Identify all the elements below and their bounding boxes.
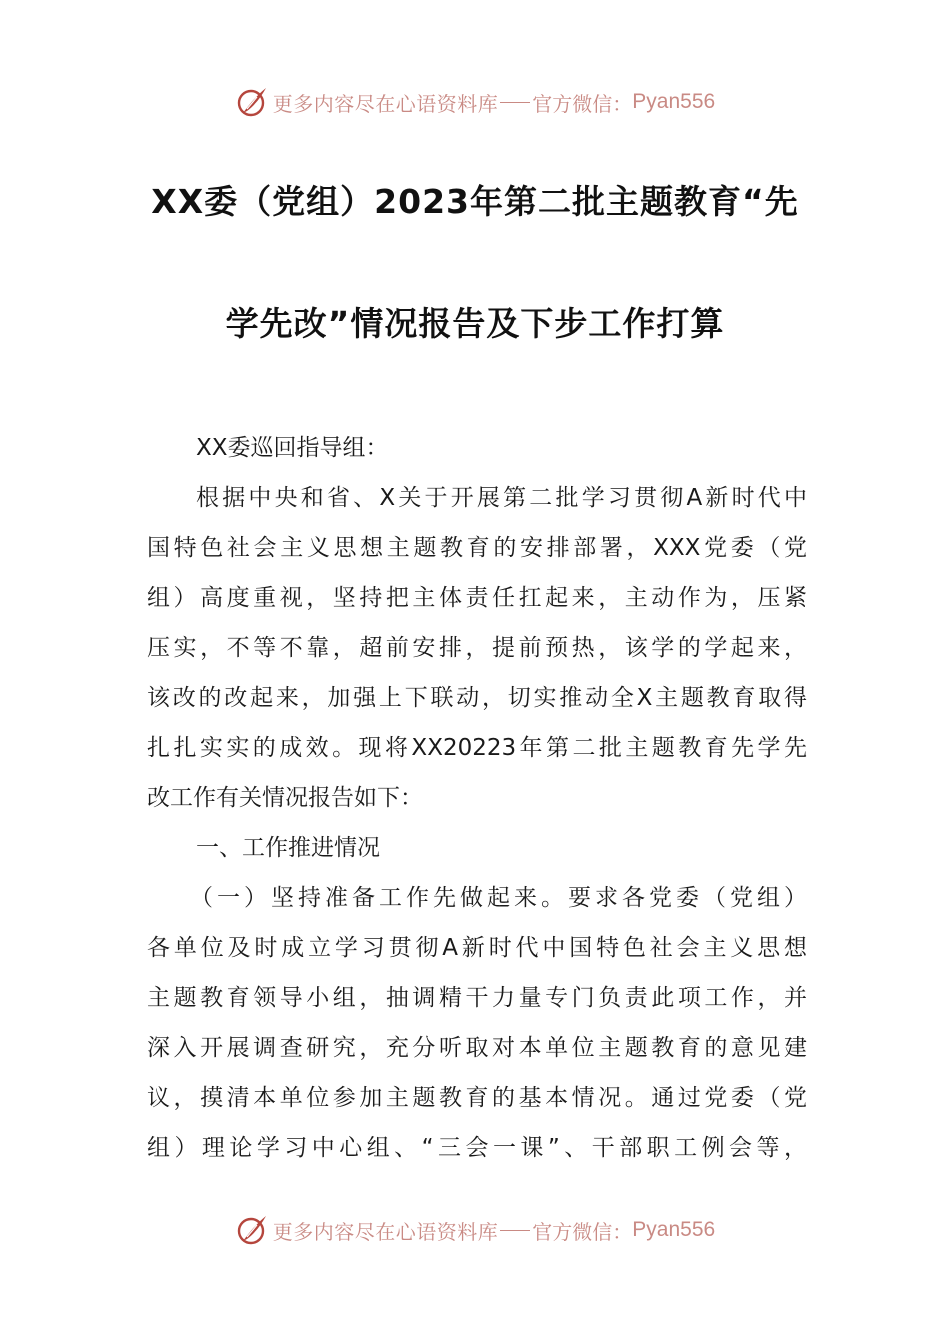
quill-logo-icon	[235, 1213, 269, 1247]
body-line: 组）理论学习中心组、“三会一课”、干部职工例会等，	[147, 1135, 807, 1161]
body-line: 组）高度重视，坚持把主体责任扛起来，主动作为，压紧	[147, 585, 807, 611]
watermark-dash	[500, 1230, 530, 1231]
body-line: 各单位及时成立学习贯彻A新时代中国特色社会主义思想	[147, 935, 807, 961]
watermark-banner-top	[0, 80, 950, 124]
body-line: 根据中央和省、X关于开展第二批学习贯彻A新时代中	[196, 485, 807, 511]
subsection-heading: （一）坚持准备工作先做起来。要求各党委（党组）	[190, 885, 807, 911]
watermark-dash	[500, 102, 530, 103]
document-title-line-1: XX委（党组）2023年第二批主题教育“先	[151, 182, 799, 221]
watermark-suffix: 官方微信：	[532, 1219, 633, 1244]
body-line: 主题教育领导小组，抽调精干力量专门负责此项工作，并	[147, 985, 807, 1011]
body-line: 国特色社会主义思想主题教育的安排部署，XXX党委（党	[147, 535, 807, 561]
watermark-text: 更多内容尽在心语资料库	[272, 1219, 499, 1244]
body-line: 扎扎实实的成效。现将XX20223年第二批主题教育先学先	[147, 735, 807, 761]
document-title-line-2: 学先改”情况报告及下步工作打算	[225, 304, 725, 343]
body-line: 改工作有关情况报告如下：	[147, 785, 423, 811]
body-line: 该改的改起来，加强上下联动，切实推动全X主题教育取得	[147, 685, 807, 711]
watermark-suffix: 官方微信：	[532, 91, 633, 116]
body-line: 议，摸清本单位参加主题教育的基本情况。通过党委（党	[147, 1085, 807, 1111]
watermark-id: Pyan556	[632, 1218, 716, 1241]
quill-logo-icon	[235, 85, 269, 119]
body-line: 深入开展调查研究，充分听取对本单位主题教育的意见建	[147, 1035, 807, 1061]
salutation: XX委巡回指导组：	[196, 435, 389, 461]
watermark-banner-bottom	[0, 1208, 950, 1252]
section-heading: 一、工作推进情况	[196, 835, 380, 861]
watermark-id: Pyan556	[632, 90, 716, 113]
watermark-text: 更多内容尽在心语资料库	[272, 91, 499, 116]
body-line: 压实，不等不靠，超前安排，提前预热，该学的学起来，	[147, 635, 807, 661]
